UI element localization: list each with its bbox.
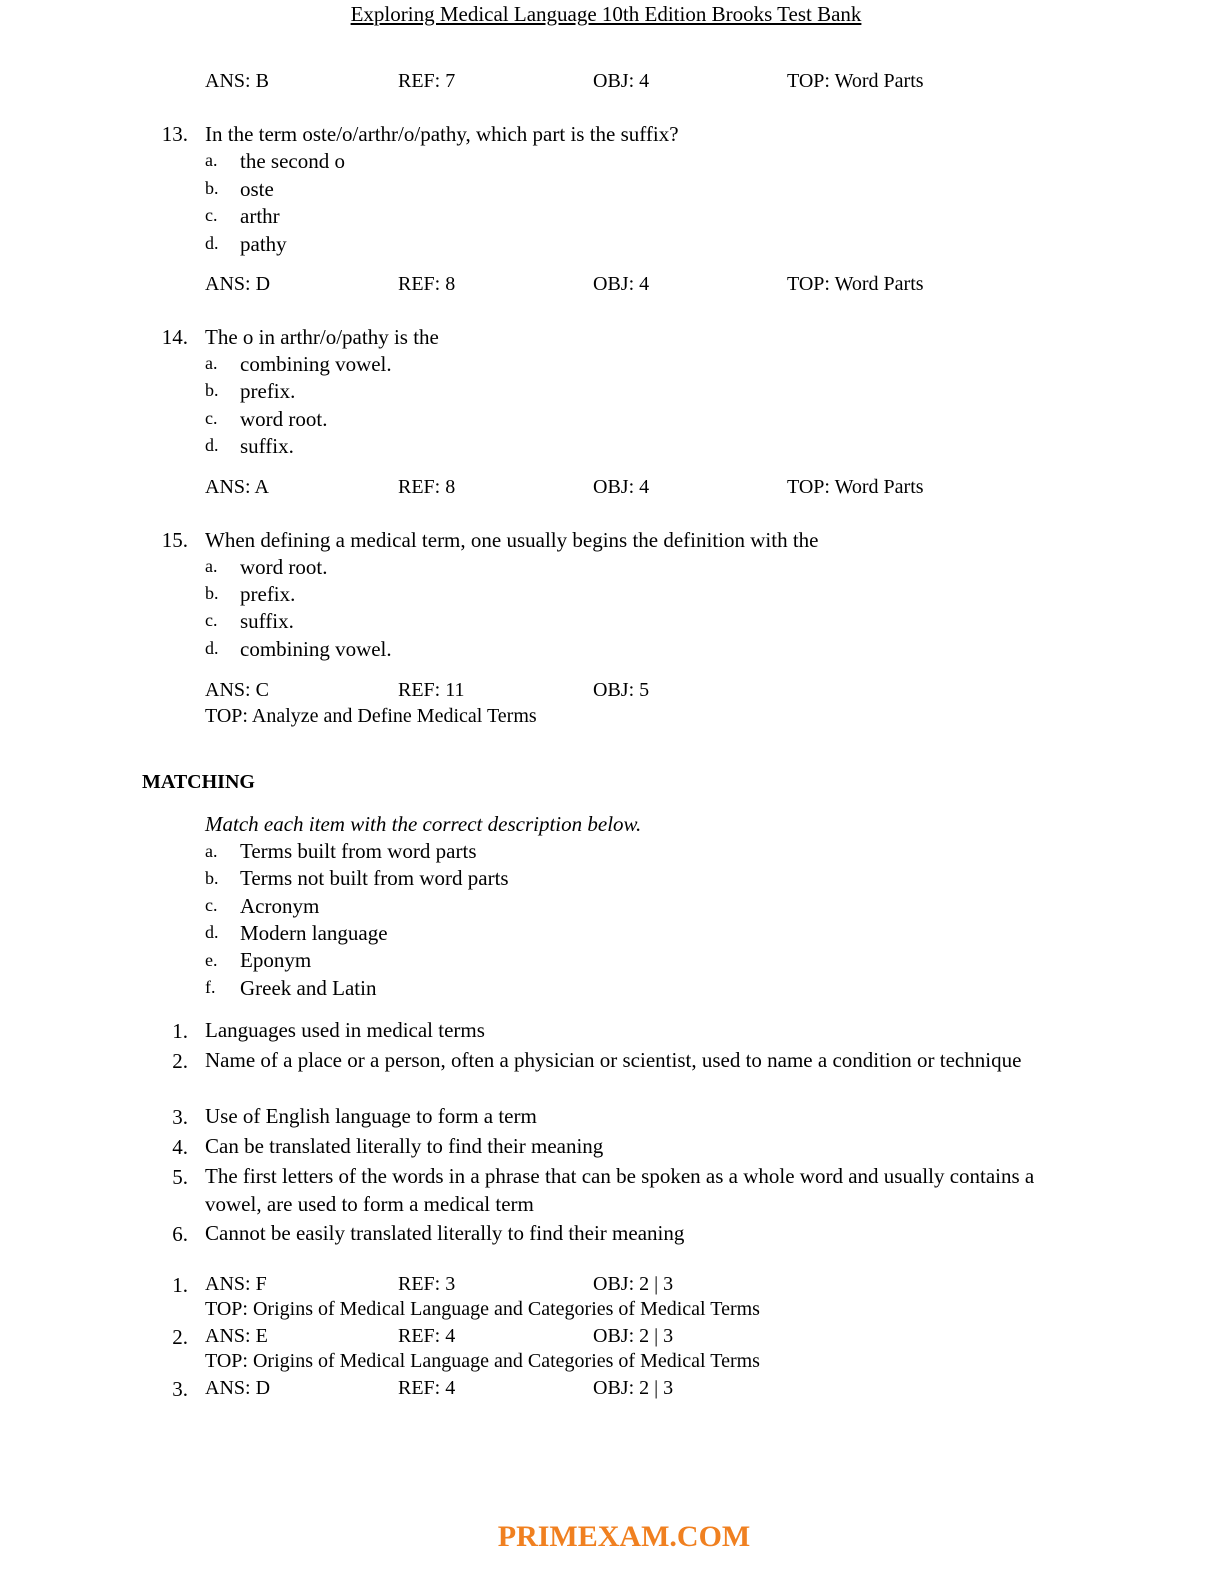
option-letter: c. (205, 408, 218, 428)
answer-line (0, 679, 1224, 705)
item-number: 3. (172, 1105, 188, 1129)
answer-line (0, 1377, 1224, 1403)
answer-obj: OBJ: 2 | 3 (593, 1273, 674, 1295)
answer-obj: OBJ: 5 (593, 679, 650, 701)
option-text: prefix. (240, 379, 296, 403)
option-letter: c. (205, 610, 218, 630)
item-text: Can be translated literally to find their meaning (205, 1134, 604, 1158)
option-letter: a. (205, 353, 218, 373)
option-letter: b. (205, 583, 219, 603)
question-text: When defining a medical term, one usually begins the definition with the (205, 528, 819, 552)
option-letter: a. (205, 150, 218, 170)
option-text: combining vowel. (240, 637, 392, 661)
answer-ans: ANS: E (205, 1325, 268, 1347)
answer-ref: REF: 7 (398, 70, 456, 92)
choice-letter: e. (205, 950, 218, 970)
answer-obj: OBJ: 4 (593, 70, 650, 92)
answer-line (0, 476, 1224, 502)
choice-letter: b. (205, 868, 219, 888)
choice-text: Acronym (240, 894, 320, 918)
answer-ref: REF: 4 (398, 1377, 456, 1399)
choice-letter: a. (205, 841, 218, 861)
answer-ref: REF: 8 (398, 273, 456, 295)
item-text: Languages used in medical terms (205, 1018, 485, 1042)
option-letter: b. (205, 380, 219, 400)
item-number: 2. (172, 1049, 188, 1073)
choice-letter: d. (205, 922, 219, 942)
answer-ans: ANS: F (205, 1273, 267, 1295)
answer-ref: REF: 8 (398, 476, 456, 498)
option-text: oste (240, 177, 274, 201)
choice-text: Eponym (240, 948, 312, 972)
choice-text: Terms built from word parts (240, 839, 477, 863)
answer-ans: ANS: A (205, 476, 269, 498)
answer-top: TOP: Word Parts (787, 70, 924, 92)
section-title-matching: MATCHING (142, 771, 255, 793)
footer-watermark: PRIMEXAM.COM (497, 1520, 751, 1553)
option-text: the second o (240, 149, 345, 173)
answer-top: TOP: Origins of Medical Language and Categories of Medical Terms (205, 1298, 760, 1320)
answer-top: TOP: Origins of Medical Language and Categories of Medical Terms (205, 1350, 760, 1372)
answer-ans: ANS: B (205, 70, 269, 92)
option-letter: a. (205, 556, 218, 576)
question-text: In the term oste/o/arthr/o/pathy, which part is the suffix? (205, 122, 679, 146)
option-text: prefix. (240, 582, 296, 606)
option-letter: b. (205, 178, 219, 198)
answer-number: 1. (172, 1273, 188, 1297)
choice-text: Terms not built from word parts (240, 866, 509, 890)
option-text: suffix. (240, 609, 294, 633)
option-letter: d. (205, 638, 219, 658)
item-text: Use of English language to form a term (205, 1104, 537, 1128)
option-letter: d. (205, 435, 219, 455)
answer-line (0, 273, 1224, 299)
answer-top: TOP: Word Parts (787, 476, 924, 498)
answer-ref: REF: 11 (398, 679, 465, 701)
option-text: pathy (240, 232, 287, 256)
option-text: word root. (240, 407, 328, 431)
option-letter: d. (205, 233, 219, 253)
choice-letter: f. (205, 977, 216, 997)
question-text: The o in arthr/o/pathy is the (205, 325, 439, 349)
item-number: 6. (172, 1222, 188, 1246)
answer-ref: REF: 4 (398, 1325, 456, 1347)
item-text: The first letters of the words in a phrase that can be spoken as a whole word and usually contains a vowel, are used to form a medical term (205, 1164, 1035, 1216)
choice-letter: c. (205, 895, 218, 915)
question-number: 14. (161, 325, 188, 349)
answer-top: TOP: Word Parts (787, 273, 924, 295)
question-number: 15. (161, 528, 188, 552)
option-text: arthr (240, 204, 280, 228)
choice-text: Modern language (240, 921, 388, 945)
answer-ans: ANS: C (205, 679, 269, 701)
answer-ref: REF: 3 (398, 1273, 456, 1295)
answer-ans: ANS: D (205, 1377, 271, 1399)
answer-ans: ANS: D (205, 273, 271, 295)
item-number: 5. (172, 1165, 188, 1189)
item-number: 4. (172, 1135, 188, 1159)
answer-top: TOP: Analyze and Define Medical Terms (205, 705, 537, 727)
answer-number: 2. (172, 1325, 188, 1349)
answer-line-q12 (0, 70, 1224, 96)
matching-instruction: Match each item with the correct description below. (205, 812, 642, 836)
item-text: Cannot be easily translated literally to find their meaning (205, 1221, 685, 1245)
answer-line (0, 1325, 1224, 1351)
option-text: word root. (240, 555, 328, 579)
question-number: 13. (161, 122, 188, 146)
answer-obj: OBJ: 2 | 3 (593, 1325, 674, 1347)
answer-obj: OBJ: 4 (593, 476, 650, 498)
option-letter: c. (205, 205, 218, 225)
answer-line (0, 1273, 1224, 1299)
option-text: combining vowel. (240, 352, 392, 376)
document-header-title: Exploring Medical Language 10th Edition Brooks Test Bank (350, 2, 862, 26)
option-text: suffix. (240, 434, 294, 458)
item-text: Name of a place or a person, often a physician or scientist, used to name a condition or technique (205, 1048, 1022, 1072)
choice-text: Greek and Latin (240, 976, 377, 1000)
item-number: 1. (172, 1019, 188, 1043)
answer-obj: OBJ: 4 (593, 273, 650, 295)
answer-obj: OBJ: 2 | 3 (593, 1377, 674, 1399)
answer-number: 3. (172, 1377, 188, 1401)
